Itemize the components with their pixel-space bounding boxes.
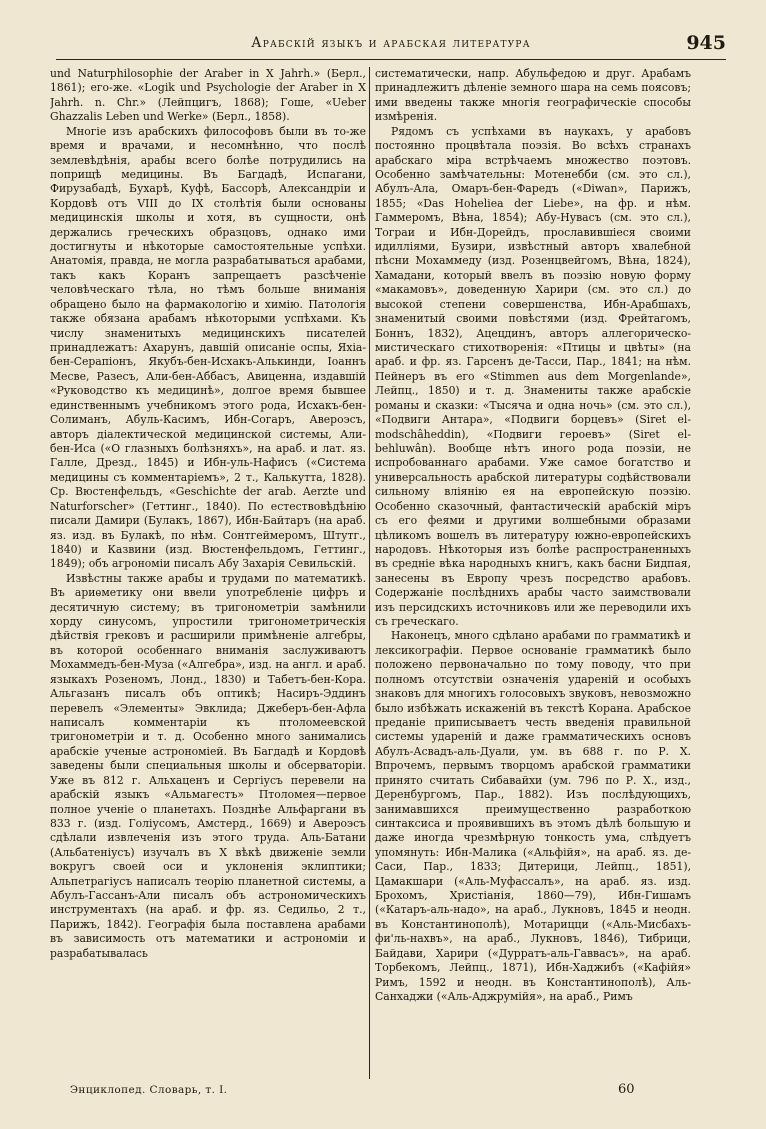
page-number: 945 — [686, 32, 726, 54]
footer-sheet-number: 60 — [618, 1082, 635, 1097]
page-header — [56, 33, 726, 60]
paragraph: Извѣстны также арабы и трудами по математикѣ. Въ ариѳметику они ввели употребленіе цифръ и десятичную систему; въ тригонометріи замѣнили хорду синусомъ, упростили тригонометрическія дѣйствія грековъ и расширили примѣненіе алгебры, въ которой особеннаго вниманія заслуживаютъ Мохаммедъ-бен-Муза («Алгебра», изд. на англ. и араб. языкахъ Розеномъ, Лонд., 1830) и Табетъ-бен-Кора. Альгазанъ писалъ объ оптикѣ; Насиръ-Эддинъ перевелъ «Элементы» Эвклида; Джеберъ-бен-Афла написалъ комментаріи къ птоломеевской тригонометріи и т. д. Особенно много занимались арабскіе ученые астрономіей. Въ Багдадѣ и Кордовѣ заведены были специальныя школы и обсерваторіи. Уже въ 812 г. Альхаценъ и Сергіусъ перевели на арабскій языкъ «Альмагестъ» Птоломея—первое полное ученіе о планетахъ. Позднѣе Альфаргани въ 833 г. (изд. Голіусомъ, Амстерд., 1669) и Авероэсъ сдѣлали извлеченія изъ этого труда. Аль-Батани (Альбатеніусъ) изучалъ въ X вѣкѣ движеніе земли вокругъ своей оси и уклоненія эклиптики; Альпетрагіусъ написалъ теорію планетной системы, а Абулъ-Гассанъ-Али писалъ объ астрономическихъ инструментахъ (на араб. и фр. яз. Седильо, 2 т., Парижъ, 1842). Географія была поставлена арабами въ зависимость отъ математики и астрономіи и разрабатывалась — [50, 571, 366, 960]
footer-signature: Энциклопед. Словарь, т. I. — [70, 1084, 228, 1096]
paragraph: Наконецъ, много сдѣлано арабами по грамматикѣ и лексикографіи. Первое основаніе грамматикѣ было положено первоначально по тому поводу, что при полномъ отсутствіи означенія удареній и особыхъ знаковъ для многихъ голосовыхъ звуковъ, невозможно было избѣжать искаженій въ текстѣ Корана. Арабское преданіе приписываетъ честь введенія правильной системы удареній и даже грамматическихъ основъ Абулъ-Асвадъ-аль-Дуали, ум. въ 688 г. по Р. Х. Впрочемъ, первымъ творцомъ арабской грамматики принято считать Сибавайхи (ум. 796 по Р. Х., изд., Деренбургомъ, Пар., 1882). Изъ послѣдующихъ, занимавшихся преимущественно разработкою синтаксиса и проявившихъ въ этомъ дѣлѣ большую и даже иногда чрезмѣрную тонкость ума, слѣдуетъ упомянуть: Ибн-Малика («Альфійя», на араб. яз. де-Саси, Пар., 1833; Дитерици, Лейпц., 1851), Цамакшари («Аль-Муфассалъ», на араб. яз. изд. Брохомъ, Христіанія, 1860—79), Ибн-Гишамъ («Катаръ-аль-надо», на араб., Лукновъ, 1845 и неодн. въ Константинополѣ), Мотарицци («Аль-Мисбахъ-фи'ль-нахвъ», на араб., Лукновъ, 1846), Тибрици, Байдави, Харири («Дурратъ-аль-Гаввасъ», на араб. Торбекомъ, Лейпц., 1871), Ибн-Хаджибъ («Кафійя» Римъ, 1592 и неодн. въ Константинополѣ), Аль-Санхаджи («Аль-Аджрумійя», на араб., Римъ — [375, 629, 691, 1003]
left-column — [50, 67, 366, 1079]
paragraph: Многіе изъ арабскихъ философовъ были въ то-же время и врачами, и несомнѣнно, что послѣ землевѣдѣнія, арабы всего болѣе потрудились на поприщѣ медицины. Въ Багдадѣ, Испагани, Фирузабадѣ, Бухарѣ, Куфѣ, Бассорѣ, Александріи и Кордовѣ отъ VIII до IX столѣтія были основаны медицинскія школы и хотя, въ сущности, онѣ держались греческихъ образцовъ, однако ими достигнуты и нѣкоторые самостоятельные успѣхи. Анатомія, правда, не могла разрабатываться арабами, такъ какъ Коранъ запрещаетъ разсѣченіе человѣческаго тѣла, но тѣмъ больше вниманія обращено было на фармакологію и химію. Патологія также обязана арабамъ нѣкоторыми успѣхами. Къ числу знаменитыхъ медицинскихъ писателей принадлежатъ: Ахарунъ, давшій описаніе оспы, Яхіа-бен-Серапіонъ, Якубъ-бен-Исхакъ-Алькинди, Іоаннъ Месве, Разесъ, Али-бен-Аббасъ, Авиценна, издавшій «Руководство къ медицинѣ», долгое время бывшее единственнымъ учебникомъ этого рода, Исхакъ-бен-Солиманъ, Абуль-Касимъ, Ибн-Согаръ, Авероэсъ, авторъ діалектической медицинской системы, Али-бен-Иса («О глазныхъ болѣзняхъ», на араб. и лат. яз. Галле, Дрезд., 1845) и Ибн-уль-Нафисъ («Система медицины съ комментаріемъ», 2 т., Калькутта, 1828). Ср. Вюстенфельдъ, «Geschichte der arab. Aerzte und Naturforscher» (Геттинг., 1840). По естествовѣдѣнію писали Дамири (Булакъ, 1867), Ибн-Байтаръ (на араб. яз. изд. въ Булакѣ, по нѣм. Сонтгеймеромъ, Штутг., 1840) и Казвини (изд. Вюстенфельдомъ, Геттинг., 1849); объ агрономіи писалъ Абу Захарія Севильскій. — [50, 124, 366, 571]
right-column — [375, 67, 691, 1079]
column-divider — [369, 67, 370, 1079]
paragraph: und Naturphilosophie der Araber in X Jahrh.» (Берл., 1861); его-же. «Logik und Psychologie der Araber in X Jahrh. n. Chr.» (Лейпцигъ, 1868); Гоше, «Ueber Ghazzalis Leben und Werke» (Берл., 1858). — [50, 67, 366, 124]
running-title: Арабскій языкъ и арабская литература — [251, 35, 531, 51]
paragraph: систематически, напр. Абульфедою и друг. Арабамъ принадлежитъ дѣленіе земного шара на семь поясовъ; ими введены также многія географическіе способы измѣренія. — [375, 67, 691, 124]
paragraph: Рядомъ съ успѣхами въ наукахъ, у арабовъ постоянно процвѣтала поэзія. Во всѣхъ странахъ арабскаго міра встрѣчаемъ множество поэтовъ. Особенно замѣчательны: Мотенебби (см. это сл.), Абулъ-Ала, Омаръ-бен-Фаредъ («Diwan», Парижъ, 1855; «Das Hoheliea der Liebe», на фр. и нѣм. Гаммеромъ, Вѣна, 1854); Абу-Нувасъ (см. это сл.), Тограи и Ибн-Дорейдъ, прославившіеся своими идилліями, Бузири, извѣстный авторъ хвалебной пѣсни Мохаммеду (изд. Розенцвейгомъ, Вѣна, 1824), Хамадани, который ввелъ въ поэзію новую форму «макамовъ», доведенную Харири (см. это сл.) до высокой степени совершенства, Ибн-Арабшахъ, знаменитый своими повѣстями (изд. Фрейтагомъ, Боннъ, 1832), Ацецдинъ, авторъ аллегорическо-мистическаго стихотворенія: «Птицы и цвѣты» (на араб. и фр. яз. Гарсенъ де-Тасси, Пар., 1841; на нѣм. Пейнеръ въ его «Stimmen aus dem Morgenlande», Лейпц., 1850) и т. д. Знамениты также арабскіе романы и сказки: «Тысяча и одна ночь» (см. это сл.), «Подвиги Антара», «Подвиги борцевъ» (Siret el-modschâheddin), «Подвиги героевъ» (Siret el-behluwân). Вообще нѣтъ иного рода поэзіи, не испробованнаго арабами. Уже самое богатство и универсальность арабской литературы содѣйствовали сильному вліянію ея на европейскую поэзію. Особенно сказочный, фантастическій арабскій міръ съ его феями и другими волшебными образами цѣликомъ вошелъ въ литературу южно-европейскихъ народовъ. Нѣкоторыя изъ болѣе распространенныхъ въ средніе вѣка народныхъ книгъ, какъ басни Бидпая, занесены въ Европу чрезъ посредство арабовъ. Содержаніе послѣднихъ арабы часто заимствовали изъ персидскихъ источниковъ или же переводили ихъ съ греческаго. — [375, 124, 691, 629]
